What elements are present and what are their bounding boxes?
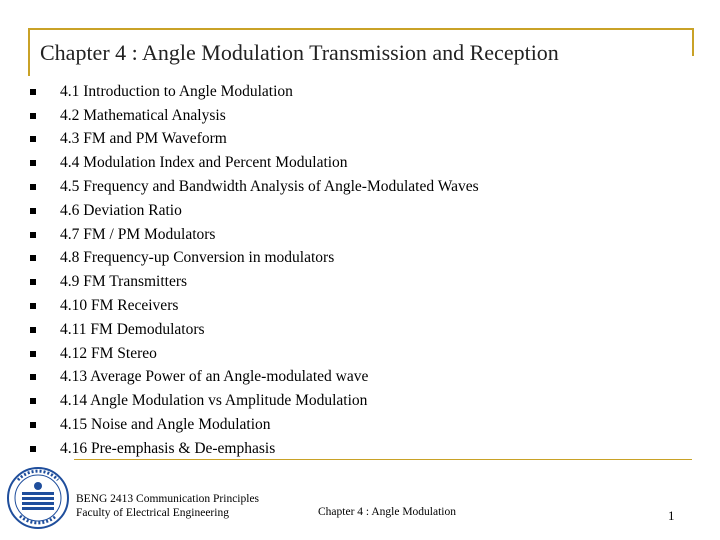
title-frame-top-line: [28, 28, 692, 30]
square-bullet-icon: [30, 136, 36, 142]
square-bullet-icon: [30, 351, 36, 357]
square-bullet-icon: [30, 208, 36, 214]
footer-faculty-name: Faculty of Electrical Engineering: [76, 507, 229, 519]
title-frame-left-line: [28, 28, 30, 76]
agenda-item-text: 4.12 FM Stereo: [60, 344, 157, 362]
square-bullet-icon: [30, 255, 36, 261]
agenda-item: [30, 223, 479, 247]
agenda-item-text: 4.2 Mathematical Analysis: [60, 106, 226, 124]
square-bullet-icon: [30, 160, 36, 166]
agenda-item: [30, 413, 479, 437]
square-bullet-icon: [30, 113, 36, 119]
title-frame-right-line: [692, 28, 694, 56]
page-number: 1: [668, 508, 675, 523]
slide-title: Chapter 4 : Angle Modulation Transmission and Reception: [40, 40, 559, 65]
agenda-item-text: 4.5 Frequency and Bandwidth Analysis of Angle-Modulated Waves: [60, 178, 479, 196]
square-bullet-icon: [30, 89, 36, 95]
agenda-item-text: 4.10 FM Receivers: [60, 297, 179, 315]
agenda-item-text: 4.16 Pre-emphasis & De-emphasis: [60, 439, 276, 457]
square-bullet-icon: [30, 184, 36, 190]
square-bullet-icon: [30, 232, 36, 238]
agenda-item: [30, 80, 479, 104]
square-bullet-icon: [30, 446, 36, 452]
agenda-item-text: 4.8 Frequency-up Conversion in modulators: [60, 249, 335, 267]
agenda-item-text: 4.13 Average Power of an Angle-modulated wave: [60, 368, 369, 386]
agenda-item: [30, 437, 479, 461]
agenda-item: [30, 389, 479, 413]
footer-divider: [74, 459, 692, 460]
agenda-item: [30, 151, 479, 175]
agenda-item-text: 4.4 Modulation Index and Percent Modulation: [60, 154, 348, 172]
square-bullet-icon: [30, 422, 36, 428]
agenda-item-text: 4.14 Angle Modulation vs Amplitude Modulation: [60, 392, 368, 410]
agenda-item-text: 4.1 Introduction to Angle Modulation: [60, 82, 293, 100]
agenda-list: [30, 80, 479, 461]
agenda-item-text: 4.3 FM and PM Waveform: [60, 130, 227, 148]
agenda-item: [30, 318, 479, 342]
agenda-item-text: 4.15 Noise and Angle Modulation: [60, 416, 271, 434]
university-logo-icon: [6, 466, 70, 530]
agenda-item: [30, 104, 479, 128]
agenda-item: [30, 247, 479, 271]
agenda-item-text: 4.11 FM Demodulators: [60, 320, 205, 338]
footer-course-name: BENG 2413 Communication Principles: [76, 493, 260, 505]
footer-course-info: [76, 492, 259, 520]
square-bullet-icon: [30, 398, 36, 404]
agenda-item: [30, 294, 479, 318]
square-bullet-icon: [30, 279, 36, 285]
footer-chapter-label: Chapter 4 : Angle Modulation: [318, 506, 456, 518]
agenda-item: [30, 128, 479, 152]
agenda-item-text: 4.7 FM / PM Modulators: [60, 225, 216, 243]
agenda-item: [30, 366, 479, 390]
agenda-item-text: 4.9 FM Transmitters: [60, 273, 188, 291]
square-bullet-icon: [30, 327, 36, 333]
agenda-item: [30, 270, 479, 294]
agenda-item: [30, 175, 479, 199]
square-bullet-icon: [30, 303, 36, 309]
square-bullet-icon: [30, 374, 36, 380]
agenda-item-text: 4.6 Deviation Ratio: [60, 201, 182, 219]
agenda-item: [30, 342, 479, 366]
agenda-item: [30, 199, 479, 223]
